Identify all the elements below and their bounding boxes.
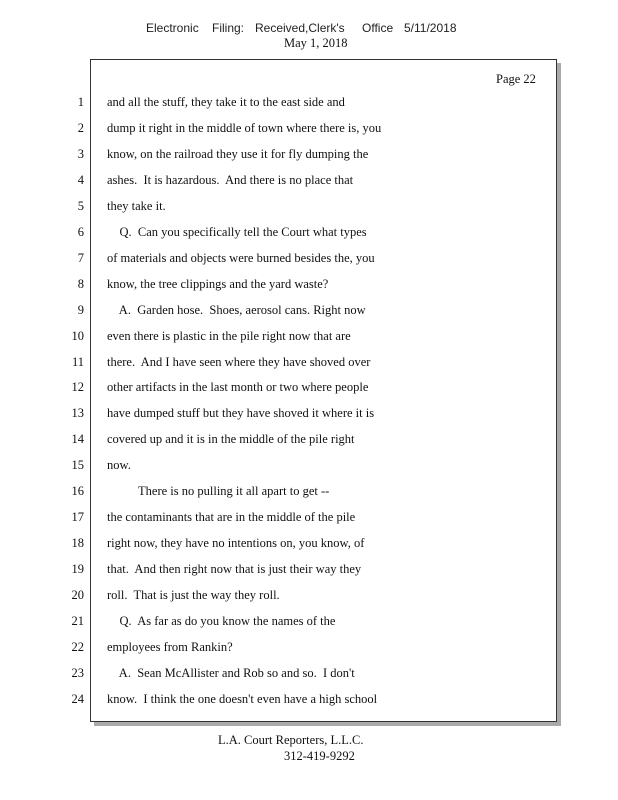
stamp-filing: Filing: [212, 21, 245, 35]
transcript-line: the contaminants that are in the middle of the pile [107, 510, 356, 524]
line-number: 12 [71, 380, 84, 394]
transcript-line: A. Garden hose. Shoes, aerosol cans. Right now [107, 303, 366, 317]
line-number: 17 [71, 510, 84, 524]
transcript-line: even there is plastic in the pile right now that are [107, 329, 351, 343]
line-number: 5 [77, 199, 84, 213]
line-number: 7 [77, 251, 84, 265]
line-number: 16 [71, 484, 84, 498]
transcript-line: Q. Can you specifically tell the Court what types [107, 225, 367, 239]
line-number: 24 [71, 692, 84, 706]
transcript-line: know. I think the one doesn't even have a high school [107, 692, 378, 706]
transcript-line: there. And I have seen where they have shoved over [107, 355, 371, 369]
line-number: 11 [71, 355, 84, 369]
line-number: 6 [77, 225, 84, 239]
stamp-received: Received,Clerk's [255, 21, 345, 35]
transcript-line: and all the stuff, they take it to the east side and [107, 95, 345, 109]
footer-reporter: L.A. Court Reporters, L.L.C. [218, 733, 364, 747]
stamp-office: Office [362, 21, 394, 35]
line-number: 14 [71, 432, 84, 446]
transcript-line: employees from Rankin? [107, 640, 233, 654]
transcript-line: Q. As far as do you know the names of the [107, 614, 336, 628]
transcript-line: covered up and it is in the middle of the pile right [107, 432, 355, 446]
transcript-line: right now, they have no intentions on, you know, of [107, 536, 365, 550]
line-number: 3 [77, 147, 84, 161]
deposition-date: May 1, 2018 [284, 36, 348, 50]
transcript-line: There is no pulling it all apart to get -- [107, 484, 330, 498]
transcript-line: have dumped stuff but they have shoved it where it is [107, 406, 375, 420]
line-number: 19 [71, 562, 84, 576]
footer-phone: 312-419-9292 [284, 749, 355, 763]
page-number: Page 22 [496, 72, 536, 86]
transcript-line: roll. That is just the way they roll. [107, 588, 280, 602]
line-number: 4 [77, 173, 84, 187]
line-number: 10 [71, 329, 84, 343]
transcript-line: other artifacts in the last month or two where people [107, 380, 369, 394]
line-number: 13 [71, 406, 84, 420]
transcript-line: of materials and objects were burned besides the, you [107, 251, 375, 265]
line-number: 8 [77, 277, 84, 291]
transcript-line: ashes. It is hazardous. And there is no place that [107, 173, 354, 187]
line-number: 20 [71, 588, 84, 602]
line-number: 1 [77, 95, 84, 109]
transcript-line: that. And then right now that is just their way they [107, 562, 362, 576]
transcript-line: dump it right in the middle of town where there is, you [107, 121, 382, 135]
transcript-line: now. [107, 458, 131, 472]
line-number: 18 [71, 536, 84, 550]
transcript-line: A. Sean McAllister and Rob so and so. I don't [107, 666, 355, 680]
line-number: 2 [77, 121, 84, 135]
transcript-line: know, the tree clippings and the yard waste? [107, 277, 329, 291]
line-number: 21 [71, 614, 84, 628]
transcript-line: know, on the railroad they use it for fly dumping the [107, 147, 369, 161]
transcript-line: they take it. [107, 199, 166, 213]
line-number: 9 [77, 303, 84, 317]
line-number: 23 [71, 666, 84, 680]
stamp-filed-date: 5/11/2018 [404, 21, 457, 35]
stamp-electronic: Electronic [146, 21, 199, 35]
line-number: 15 [71, 458, 84, 472]
line-number: 22 [71, 640, 84, 654]
